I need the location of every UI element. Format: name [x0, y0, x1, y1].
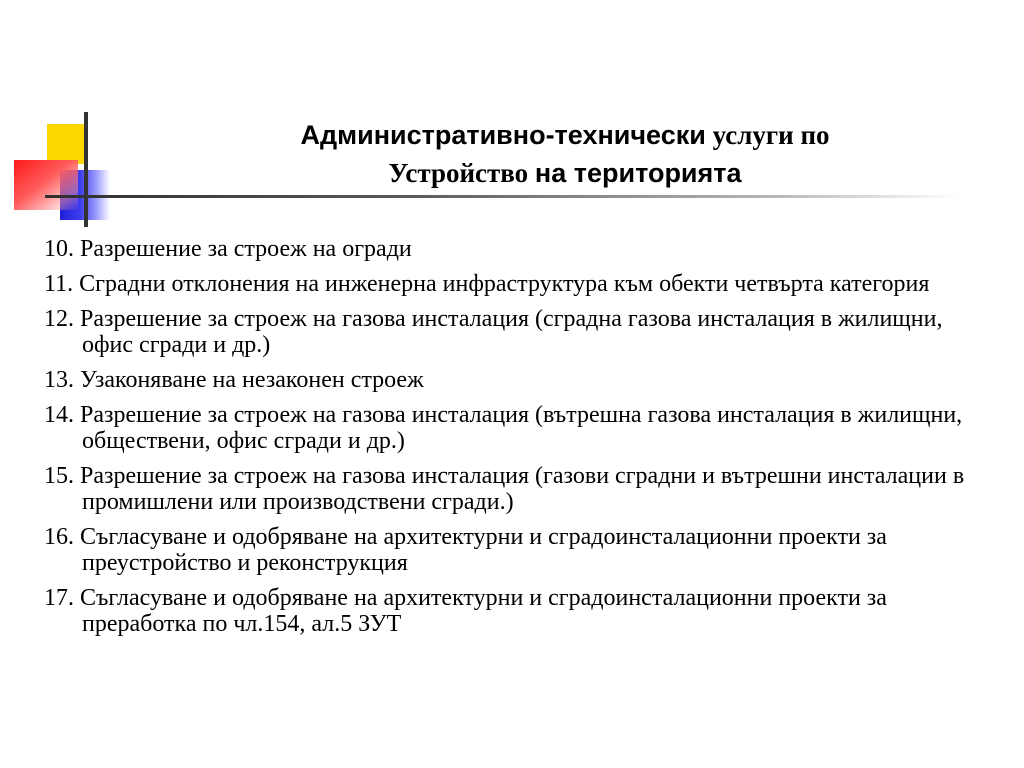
list-item: 13. Узаконяване на незаконен строеж: [44, 367, 424, 393]
title-part-3: Устройство: [388, 158, 529, 188]
title-part-1: Административно-технически: [300, 120, 706, 150]
list-item: 15. Разрешение за строеж на газова инсталация (газови сградни и вътрешни инсталации в промишлени или производствени сгради.): [44, 463, 965, 515]
slide-title: [170, 116, 960, 192]
list-item: 10. Разрешение за строеж на огради: [44, 236, 412, 262]
list-item: 16. Съгласуване и одобряване на архитектурни и сградоинсталационни проекти за преустройство и реконструкция: [44, 524, 887, 576]
title-line-1: [170, 116, 960, 154]
list-item: 11. Сградни отклонения на инженерна инфраструктура към обекти четвърта категория: [44, 271, 930, 297]
yellow-square-shape: [47, 124, 87, 164]
list-item: 12. Разрешение за строеж на газова инсталация (сградна газова инсталация в жилищни, офис сгради и др.): [44, 306, 943, 358]
list-item: 14. Разрешение за строеж на газова инсталация (вътрешна газова инсталация в жилищни, обществени, офис сгради и др.): [44, 402, 963, 454]
title-part-4: на територията: [534, 158, 742, 188]
services-list: [44, 236, 984, 646]
title-part-2: услуги по: [712, 120, 830, 150]
red-square-shape: [14, 160, 78, 210]
title-underline-rule: [45, 195, 960, 198]
decorative-logo: [0, 0, 160, 240]
vertical-rule: [84, 112, 88, 227]
title-line-2: [170, 154, 960, 192]
list-item: 17. Съгласуване и одобряване на архитектурни и сградоинсталационни проекти за преработка по чл.154, ал.5 ЗУТ: [44, 585, 887, 637]
